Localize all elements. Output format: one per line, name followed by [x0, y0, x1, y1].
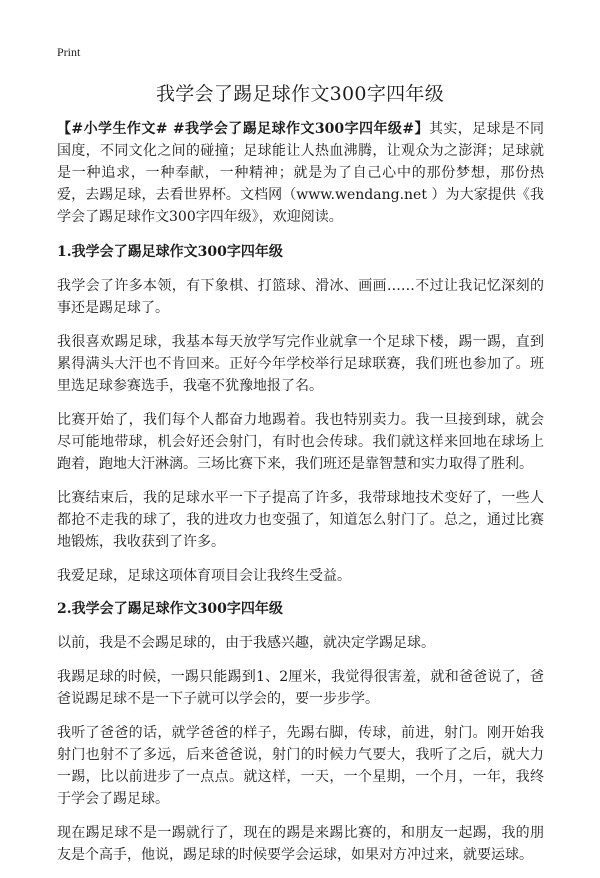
- intro-paragraph: [57, 118, 544, 228]
- section-heading: 2.我学会了踢足球作文300字四年级: [57, 601, 283, 617]
- section-heading: 1.我学会了踢足球作文300字四年级: [57, 244, 283, 260]
- print-link[interactable]: Print: [57, 45, 81, 59]
- paragraph: 我踢足球的时候，一踢只能踢到1、2厘米，我觉得很害羞，就和爸爸说了，爸爸说踢足球不是一下子就可以学会的，要一步步学。: [57, 669, 544, 707]
- paragraph: 我爱足球，足球这项体育项目会让我终生受益。: [57, 568, 351, 584]
- intro-tag: 【#小学生作文# #我学会了踢足球作文300字四年级#】: [57, 121, 429, 137]
- paragraph: 现在踢足球不是一踢就行了，现在的踢是来踢比赛的，和朋友一起踢，我的朋友是个高手，他说，踢足球的时候要学会运球，如果对方冲过来，就要运球。: [57, 825, 544, 863]
- page-title: 我学会了踢足球作文300字四年级: [155, 83, 445, 105]
- paragraph: 比赛开始了，我们每个人都奋力地踢着。我也特别卖力。我一旦接到球，就会尽可能地带球，机会好还会射门，有时也会传球。我们就这样来回地在球场上跑着，跑地大汗淋漓。三场比赛下来，我们班还是靠智慧和实力取得了胜利。: [57, 412, 544, 472]
- article-body: [57, 118, 544, 878]
- paragraph: 以前，我是不会踢足球的，由于我感兴趣，就决定学踢足球。: [57, 635, 435, 651]
- paragraph: 我很喜欢踢足球，我基本每天放学写完作业就拿一个足球下楼，踢一踢，直到累得满头大汗也不肯回来。正好今年学校举行足球联赛，我们班也参加了。班里选足球参赛选手，我毫不犹豫地报了名。: [57, 334, 544, 394]
- intro-text: 其实，足球是不同国度，不同文化之间的碰撞；足球能让人热血沸腾，让观众为之澎湃；足球就是一种追求，一种奉献，一种精神；就是为了自己心中的那份梦想，那份热爱，去踢足球，去看世界杯。文档网（www.wendang.net ）为大家提供《我学会了踢足球作文300字四年级》，欢迎阅读。: [57, 121, 544, 225]
- section-1: [57, 242, 544, 587]
- paragraph: 我学会了许多本领，有下象棋、打篮球、滑冰、画画……不过让我记忆深刻的事还是踢足球了。: [57, 278, 544, 316]
- paragraph: 我听了爸爸的话，就学爸爸的样子，先踢右脚，传球，前进，射门。刚开始我射门也射不了多远，后来爸爸说，射门的时候力气要大，我听了之后，就大力一踢，比以前进步了一点点。就这样，一天，一个星期，一个月，一年，我终于学会了踢足球。: [57, 725, 544, 807]
- paragraph: 比赛结束后，我的足球水平一下子提高了许多，我带球地技术变好了，一些人都抢不走我的球了，我的进攻力也变强了，知道怎么射门了。总之，通过比赛地锻炼，我收获到了许多。: [57, 490, 544, 550]
- section-2: [57, 599, 544, 866]
